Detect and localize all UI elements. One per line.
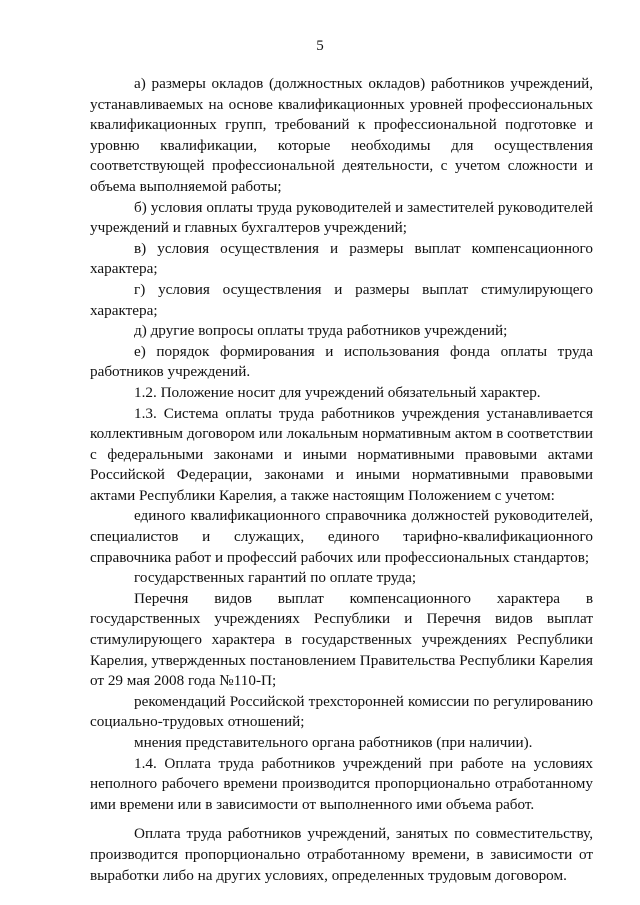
- paragraph-e: е) порядок формирования и использования фонда оплаты труда работников учреждений.: [90, 342, 593, 381]
- paragraph-commission: рекомендаций Российской трехсторонней комиссии по регулированию социально-трудовых отношений;: [90, 692, 593, 731]
- paragraph-representative: мнения представительного органа работников (при наличии).: [134, 734, 533, 751]
- paragraph-g: г) условия осуществления и размеры выплат стимулирующего характера;: [90, 280, 593, 319]
- paragraph-1-4: 1.4. Оплата труда работников учреждений при работе на условиях неполного рабочего времени производится пропорционально отработанному ими времени или в зависимости от выполненного ими объема работ.: [90, 754, 593, 813]
- paragraph-d: д) другие вопросы оплаты труда работников учреждений;: [134, 322, 508, 340]
- paragraph-part-time: Оплата труда работников учреждений, занятых по совместительству, производится пропорционально отработанному времени, в зависимости от выработки либо на других условиях, определенных трудовым договором.: [90, 825, 593, 884]
- paragraph-a: а) размеры окладов (должностных окладов) работников учреждений, устанавливаемых на основе квалификационных уровней профессиональных квалификационных групп, требований к профессиональной подготовке и уровню квалификации, которые необходимы для осуществления соответствующей профессиональной деятельности, с учетом сложности и объема выполняемой работы;: [90, 75, 593, 195]
- paragraph-1-2: 1.2. Положение носит для учреждений обязательный характер.: [134, 383, 541, 401]
- paragraph-guarantees: государственных гарантий по оплате труда;: [134, 569, 417, 587]
- paragraph-ekts: единого квалификационного справочника должностей руководителей, специалистов и служащих, единого тарифно-квалификационного справочника работ и профессий рабочих или профессиональных стандартов;: [90, 507, 593, 566]
- paragraph-v: в) условия осуществления и размеры выплат компенсационного характера;: [90, 239, 593, 278]
- page-number: 5: [316, 38, 324, 54]
- document-body: [90, 74, 593, 886]
- paragraph-1-3: 1.3. Система оплаты труда работников учреждения устанавливается коллективным договором или локальным нормативным актом в соответствии с федеральными законами и иными нормативными правовыми актами Российской Федерации, законами и иными нормативными правовыми актами Республики Карелия, а также настоящим Положением с учетом:: [90, 404, 593, 504]
- paragraph-b: б) условия оплаты труда руководителей и заместителей руководителей учреждений и главных бухгалтеров учреждений;: [90, 198, 593, 237]
- paragraph-lists: Перечня видов выплат компенсационного характера в государственных учреждениях Республики и Перечня видов выплат стимулирующего характера в государственных учреждениях Республики Карелия, утвержденных постановлением Правительства Республики Карелия от 29 мая 2008 года №110-П;: [90, 589, 593, 690]
